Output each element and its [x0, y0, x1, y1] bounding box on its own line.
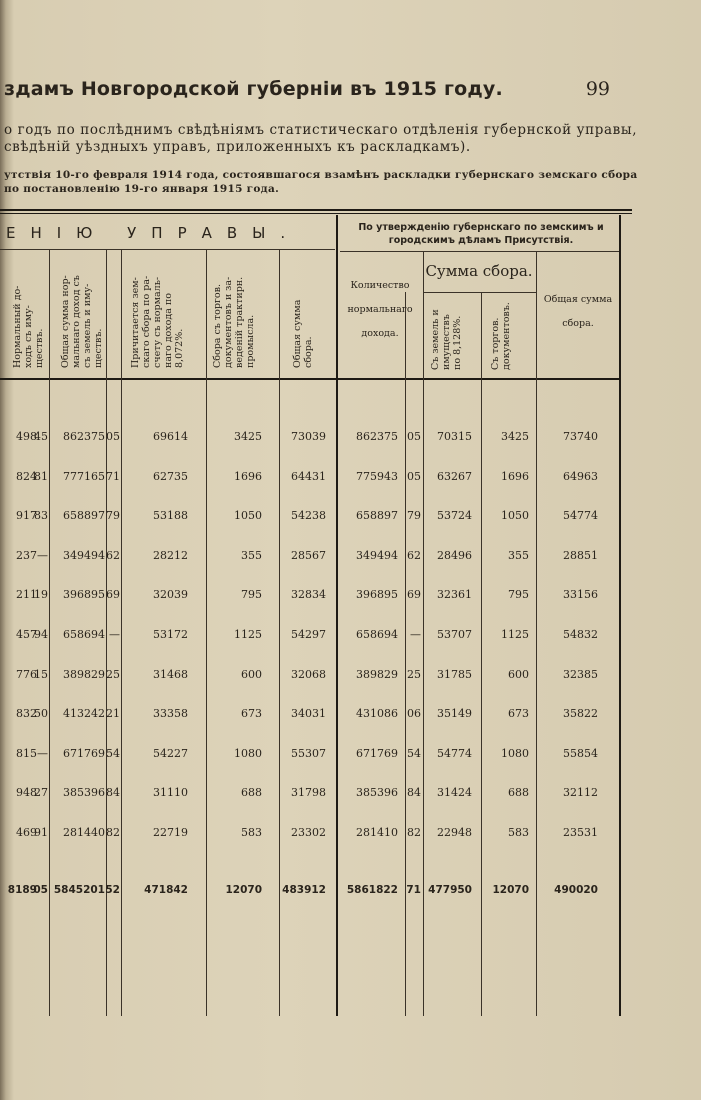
cell-trade-docs: 1080 [501, 747, 529, 760]
cell-total-income-kop: 25 [106, 668, 120, 681]
col-line [49, 250, 50, 1016]
cell-total-income-kop: 52 [105, 884, 120, 896]
cell-normal-income-approved-kop: 62 [407, 549, 421, 562]
cell-levy-calc: 69614 [153, 430, 188, 443]
page-header [4, 78, 694, 100]
cell-trade-levy: 673 [241, 707, 262, 720]
cell-total-levy: 32834 [291, 588, 326, 601]
cell-land-levy: 53724 [437, 509, 472, 522]
cell-normal-income-approved: 775943 [356, 470, 398, 483]
cell-land-levy: 53707 [437, 628, 472, 641]
right-section-heading: По утвержденію губернскаго по земскимъ и городскимъ дѣламъ Присутствія. [358, 222, 604, 246]
cell-total-approved: 64963 [563, 470, 598, 483]
cell-trade-docs: 3425 [501, 430, 529, 443]
cell-normal-income-approved-kop: 05 [407, 470, 421, 483]
col-header-total-approved: Общая сумма сбора. [543, 294, 613, 329]
cell-total-approved: 32385 [563, 668, 598, 681]
cell-trade-docs: 583 [508, 826, 529, 839]
cell-trade-levy: 1125 [234, 628, 262, 641]
cell-normal-income-approved: 349494 [356, 549, 398, 562]
col-header-normal-income-approved: Количество нормальнаго дохода. [347, 280, 413, 339]
col-group-levy-sum: Сумма сбора. [425, 262, 533, 280]
cell-levy-calc: 32039 [153, 588, 188, 601]
cell-total-levy: 54297 [291, 628, 326, 641]
cell-total-levy: 32068 [291, 668, 326, 681]
cell-normal-income: 815 [16, 747, 37, 760]
section-divider [336, 215, 338, 1016]
page-number: 99 [585, 78, 610, 100]
cell-land-levy: 31785 [437, 668, 472, 681]
cell-trade-docs: 688 [508, 786, 529, 799]
cell-levy-calc: 471842 [144, 884, 188, 896]
cell-trade-docs: 1125 [501, 628, 529, 641]
cell-normal-income-approved: 5861822 [346, 884, 398, 896]
cell-total-approved: 54774 [563, 509, 598, 522]
cell-normal-income-approved-kop: 84 [407, 786, 421, 799]
cell-normal-income-approved-kop: 79 [407, 509, 421, 522]
cell-total-income: 671769 [63, 747, 105, 760]
col-header-normal-income: Нормальный до- ходъ съ иму- ществъ. [12, 285, 45, 368]
cell-trade-levy: 3425 [234, 430, 262, 443]
col-line [481, 292, 482, 1016]
cell-trade-docs: 12070 [492, 884, 529, 896]
cell-trade-docs: 1050 [501, 509, 529, 522]
cell-total-income-kop: 54 [106, 747, 120, 760]
cell-total-approved: 23531 [563, 826, 598, 839]
cell-trade-levy: 795 [241, 588, 262, 601]
col-line [423, 252, 424, 1016]
cell-trade-docs: 795 [508, 588, 529, 601]
col-line [279, 250, 280, 1016]
cell-trade-levy: 1080 [234, 747, 262, 760]
cell-total-levy: 31798 [291, 786, 326, 799]
cell-total-approved: 32112 [563, 786, 598, 799]
table-top-rule [0, 209, 632, 211]
cell-normal-income: 776 [16, 668, 37, 681]
cell-levy-calc: 53172 [153, 628, 188, 641]
cell-trade-docs: 600 [508, 668, 529, 681]
cell-total-levy: 28567 [291, 549, 326, 562]
cell-total-income-kop: 79 [106, 509, 120, 522]
cell-levy-calc: 33358 [153, 707, 188, 720]
subtitle-text: о годъ по послѣднимъ свѣдѣніямъ статистическаго отдѣленія губернской управы, свѣдѣній уѣздныхъ управъ, приложенныхъ къ раскладкамъ). [4, 122, 638, 155]
cell-normal-income: 498 [16, 430, 37, 443]
cell-total-income-kop: 62 [106, 549, 120, 562]
cell-levy-calc: 53188 [153, 509, 188, 522]
cell-trade-levy: 355 [241, 549, 262, 562]
col-header-levy-calc: Причитается зем- скаго сбора по ра- счету съ нормаль- наго дохода по 8,072%. [130, 275, 185, 368]
cell-total-income: 349494 [63, 549, 105, 562]
cell-normal-income: 469 [16, 826, 37, 839]
cell-total-levy: 23302 [291, 826, 326, 839]
cell-land-levy: 28496 [437, 549, 472, 562]
cell-total-levy: 64431 [291, 470, 326, 483]
cell-total-income-kop: 84 [106, 786, 120, 799]
cell-total-income: 658694 [63, 628, 105, 641]
cell-trade-levy: 1050 [234, 509, 262, 522]
cell-levy-calc: 28212 [153, 549, 188, 562]
cell-normal-income-approved: 389829 [356, 668, 398, 681]
cell-total-levy: 73039 [291, 430, 326, 443]
cell-total-income-kop: — [109, 628, 120, 641]
cell-normal-income-approved: 431086 [356, 707, 398, 720]
cell-total-income: 281440 [63, 826, 105, 839]
cell-total-levy: 34031 [291, 707, 326, 720]
cell-total-levy: 54238 [291, 509, 326, 522]
table-right-border [619, 215, 621, 1016]
cell-total-income: 413242 [63, 707, 105, 720]
cell-total-income: 396895 [63, 588, 105, 601]
cell-land-levy: 32361 [437, 588, 472, 601]
cell-total-approved: 73740 [563, 430, 598, 443]
col-header-land-levy: Съ земель и имуществъ по 8,128%. [430, 309, 463, 370]
left-section-heading: ЕНІЮ УПРАВЫ. [6, 224, 301, 242]
cell-normal-income-kop: 94 [34, 628, 48, 641]
cell-normal-income-approved: 281410 [356, 826, 398, 839]
cell-total-approved: 33156 [563, 588, 598, 601]
col-line [121, 250, 122, 1016]
col-line [106, 250, 107, 1016]
cell-normal-income: 832 [16, 707, 37, 720]
cell-total-approved: 55854 [563, 747, 598, 760]
cell-total-income: 389829 [63, 668, 105, 681]
col-line [206, 250, 207, 1016]
col-header-trade-levy: Сбора съ торгов. документовъ и за- веденій трактирн. промысла. [212, 276, 256, 368]
cell-total-income: 658897 [63, 509, 105, 522]
cell-total-income-kop: 21 [106, 707, 120, 720]
note-text: утствія 10-го февраля 1914 года, состоявшагося взамѣнъ раскладки губернскаго земскаго сбора по постановленію 19-го января 1915 года. [4, 169, 638, 195]
cell-normal-income: 237 [16, 549, 37, 562]
cell-total-income: 385396 [63, 786, 105, 799]
cell-land-levy: 31424 [437, 786, 472, 799]
page-title: здамъ Новгородской губерніи въ 1915 году. [4, 78, 503, 100]
header-body-rule [0, 378, 620, 380]
cell-normal-income-kop: 81 [34, 470, 48, 483]
cell-normal-income-kop: 83 [34, 509, 48, 522]
cell-trade-docs: 355 [508, 549, 529, 562]
cell-total-income: 862375 [63, 430, 105, 443]
cell-total-income-kop: 05 [106, 430, 120, 443]
cell-normal-income-approved-kop: 54 [407, 747, 421, 760]
right-heading-rule [340, 251, 620, 252]
cell-total-income-kop: 69 [106, 588, 120, 601]
cell-total-income-kop: 71 [106, 470, 120, 483]
cell-normal-income-kop: — [37, 549, 48, 562]
cell-total-approved: 490020 [554, 884, 598, 896]
col-line [536, 252, 537, 1016]
cell-normal-income: 457 [16, 628, 37, 641]
cell-normal-income-approved: 396895 [356, 588, 398, 601]
cell-normal-income-approved-kop: 69 [407, 588, 421, 601]
cell-normal-income-approved: 658897 [356, 509, 398, 522]
cell-trade-levy: 600 [241, 668, 262, 681]
cell-normal-income-kop: 15 [34, 668, 48, 681]
cell-total-approved: 54832 [563, 628, 598, 641]
cell-normal-income-approved-kop: — [410, 628, 421, 641]
cell-normal-income-approved: 658694 [356, 628, 398, 641]
cell-total-approved: 28851 [563, 549, 598, 562]
cell-levy-calc: 31110 [153, 786, 188, 799]
col-header-total-levy: Общая сумма сбора. [292, 299, 314, 368]
cell-normal-income-approved: 671769 [356, 747, 398, 760]
cell-normal-income-kop: — [37, 747, 48, 760]
cell-normal-income-approved-kop: 25 [407, 668, 421, 681]
cell-trade-docs: 1696 [501, 470, 529, 483]
cell-normal-income-approved: 385396 [356, 786, 398, 799]
cell-normal-income-kop: 91 [34, 826, 48, 839]
cell-normal-income-approved-kop: 71 [406, 884, 421, 896]
cell-land-levy: 477950 [428, 884, 472, 896]
cell-trade-levy: 1696 [234, 470, 262, 483]
cell-total-levy: 55307 [291, 747, 326, 760]
cell-levy-calc: 62735 [153, 470, 188, 483]
cell-normal-income-kop: 50 [34, 707, 48, 720]
cell-land-levy: 35149 [437, 707, 472, 720]
cell-land-levy: 70315 [437, 430, 472, 443]
cell-normal-income-kop: 27 [34, 786, 48, 799]
left-heading-rule [0, 249, 335, 250]
cell-normal-income-kop: 05 [33, 884, 48, 896]
sum-group-rule [424, 292, 536, 293]
cell-trade-levy: 12070 [225, 884, 262, 896]
cell-normal-income: 917 [16, 509, 37, 522]
cell-total-income-kop: 82 [106, 826, 120, 839]
cell-total-income: 5845201 [53, 884, 105, 896]
cell-normal-income: 211 [16, 588, 37, 601]
cell-normal-income-approved-kop: 05 [407, 430, 421, 443]
col-header-trade-docs: Съ торгов. документовъ. [490, 302, 512, 370]
cell-normal-income-approved: 862375 [356, 430, 398, 443]
cell-normal-income-kop: 19 [34, 588, 48, 601]
cell-normal-income: 948 [16, 786, 37, 799]
cell-levy-calc: 31468 [153, 668, 188, 681]
table-top-rule-thin [0, 213, 632, 214]
cell-land-levy: 54774 [437, 747, 472, 760]
col-line [405, 292, 406, 1016]
cell-land-levy: 63267 [437, 470, 472, 483]
cell-normal-income: 8189 [7, 884, 37, 896]
cell-normal-income: 824 [16, 470, 37, 483]
cell-total-levy: 483912 [282, 884, 326, 896]
cell-levy-calc: 22719 [153, 826, 188, 839]
cell-trade-docs: 673 [508, 707, 529, 720]
cell-total-approved: 35822 [563, 707, 598, 720]
cell-trade-levy: 688 [241, 786, 262, 799]
cell-normal-income-approved-kop: 82 [407, 826, 421, 839]
cell-trade-levy: 583 [241, 826, 262, 839]
cell-normal-income-kop: 45 [34, 430, 48, 443]
cell-land-levy: 22948 [437, 826, 472, 839]
col-header-total-income: Общая сумма нор- мальнаго доход съ съ земель и иму- ществъ. [60, 275, 104, 368]
cell-total-income: 777165 [63, 470, 105, 483]
cell-levy-calc: 54227 [153, 747, 188, 760]
cell-normal-income-approved-kop: 06 [407, 707, 421, 720]
